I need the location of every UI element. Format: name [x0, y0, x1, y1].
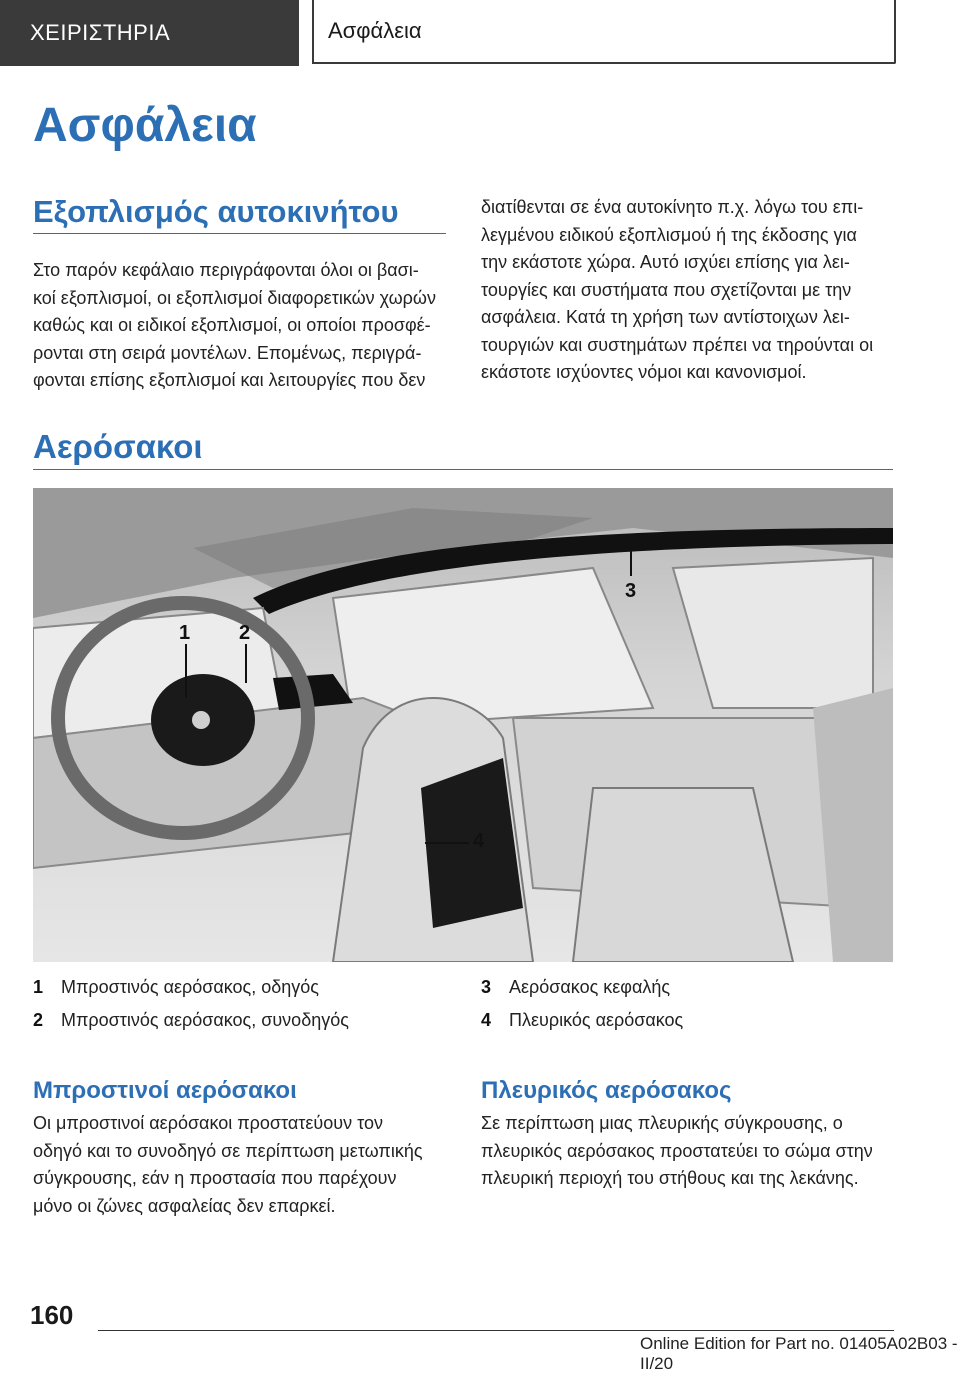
side-airbag-text — [481, 1110, 873, 1193]
legend-num: 4 — [481, 1010, 492, 1030]
text-line: διατίθενται σε ένα αυτοκίνητο π.χ. λόγω του επι- — [481, 197, 864, 217]
text-line: εκάστοτε ισχύοντες νόμοι και κανονισμοί. — [481, 362, 807, 382]
callout-4: 4 — [473, 830, 485, 852]
legend-text: Αερόσακος κεφαλής — [509, 977, 671, 997]
car-interior-drawing — [33, 488, 893, 962]
footer-edition: Online Edition for Part no. 01405A02B03 - II/20 — [640, 1334, 958, 1373]
callout-3: 3 — [625, 580, 637, 602]
text-line: φονται επίσης εξοπλισμοί και λειτουργίες που δεν — [33, 370, 426, 390]
page-title: Ασφάλεια — [33, 99, 257, 152]
front-airbags-text — [33, 1110, 423, 1220]
header-tab-label: ΧΕΙΡΙΣΤΗΡΙΑ — [30, 20, 171, 45]
text-line: πλευρικός αερόσακος προστατεύει το σώμα στην — [481, 1140, 873, 1161]
equipment-heading: Εξοπλισμός αυτοκινήτου — [33, 194, 399, 229]
page-number: 160 — [30, 1300, 74, 1330]
text-line: σύγκρουσης, εάν η προστασία που παρέχουν — [33, 1168, 397, 1188]
legend-text: Πλευρικός αερόσακος — [509, 1010, 684, 1030]
text-line: Σε περίπτωση μιας πλευρικής σύγκρουσης, ο — [481, 1113, 843, 1133]
callout-2: 2 — [239, 622, 251, 644]
header-section-label: Ασφάλεια — [328, 18, 422, 43]
equipment-left-text — [33, 257, 436, 395]
airbags-rule — [33, 469, 893, 470]
legend-text: Μπροστινός αερόσακος, συνοδηγός — [61, 1010, 349, 1030]
text-line: πλευρική περιοχή του στήθους και της λεκάνης. — [481, 1168, 859, 1188]
text-line: την εκάστοτε χώρα. Αυτό ισχύει επίσης για λει- — [481, 252, 850, 272]
text-line: Οι μπροστινοί αερόσακοι προστατεύουν τον — [33, 1113, 383, 1133]
text-line: τουργίες και συστήματα που σχετίζονται με την — [481, 279, 852, 300]
equipment-rule — [33, 233, 446, 234]
equipment-right-text — [481, 194, 873, 387]
legend-num: 1 — [33, 977, 44, 997]
front-airbags-heading: Μπροστινοί αερόσακοι — [33, 1077, 297, 1104]
text-line: μόνο οι ζώνες ασφαλείας δεν επαρκεί. — [33, 1195, 336, 1216]
header-section — [312, 0, 896, 64]
footer-rule — [98, 1330, 894, 1331]
text-line: οδηγό και το συνοδηγό σε περίπτωση μετωπικής — [33, 1140, 423, 1161]
legend-num: 2 — [33, 1010, 44, 1030]
legend-num: 3 — [481, 977, 492, 997]
side-airbag-heading: Πλευρικός αερόσακος — [481, 1077, 732, 1104]
legend-text: Μπροστινός αερόσακος, οδηγός — [61, 977, 319, 997]
airbags-heading: Αερόσακοι — [33, 428, 203, 465]
text-line: κοί εξοπλισμοί, οι εξοπλισμοί διαφορετικών χωρών — [33, 287, 436, 308]
text-line: λεγμένου ειδικού εξοπλισμού ή της έκδοσης για — [481, 224, 857, 245]
header-tab[interactable] — [0, 0, 299, 66]
text-line: καθώς και οι ειδικοί εξοπλισμοί, οι οποίοι προσφέ- — [33, 315, 431, 335]
text-line: ρονται στη σειρά μοντέλων. Επομένως, περιγρά- — [33, 342, 422, 363]
airbag-illustration — [33, 488, 893, 962]
text-line: Στο παρόν κεφάλαιο περιγράφονται όλοι οι βασι- — [33, 260, 419, 280]
text-line: ασφάλεια. Κατά τη χρήση των αντίστοιχων λει- — [481, 307, 850, 327]
text-line: τουργιών και συστημάτων πρέπει να τηρούνται οι — [481, 334, 874, 355]
callout-1: 1 — [179, 622, 191, 644]
